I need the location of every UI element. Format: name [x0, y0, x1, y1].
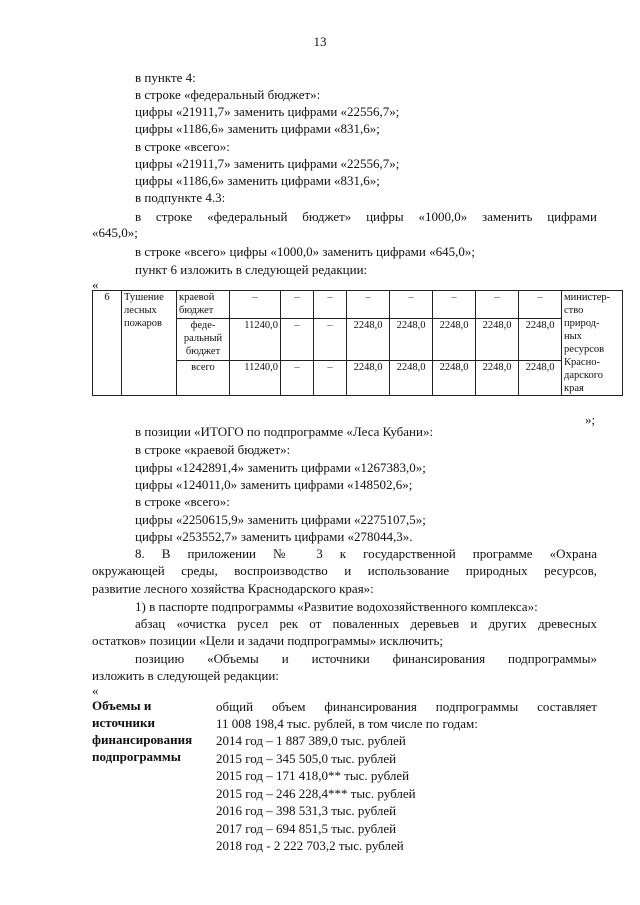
text-line: 8. В приложении № 3 к государственной программе «Охрана — [135, 546, 597, 561]
text-line: цифры «1186,6» заменить цифрами «831,6»; — [135, 173, 380, 188]
executor-line: Красно- — [564, 357, 600, 368]
text-line: цифры «21911,7» заменить цифрами «22556,7»; — [135, 104, 400, 119]
cell-number: 6 — [93, 291, 122, 396]
text-line: изложить в следующей редакции: — [92, 668, 279, 683]
financing-line: 2015 год – 246 228,4*** тыс. рублей — [216, 786, 416, 801]
text-line: 1) в паспорте подпрограммы «Развитие водохозяйственного комплекса»: — [135, 599, 538, 614]
cell-value: – — [390, 291, 433, 319]
financing-line: 2017 год – 694 851,5 тыс. рублей — [216, 821, 397, 836]
cell-value: – — [519, 291, 562, 319]
label-line: источники — [92, 715, 155, 730]
executor-line: ных — [564, 331, 582, 342]
financing-line: 2016 год – 398 531,3 тыс. рублей — [216, 803, 397, 818]
source-line: ральный — [183, 333, 223, 345]
executor-line: ство — [564, 305, 584, 316]
cell-value: 2248,0 — [476, 361, 519, 396]
cell-value: 11240,0 — [230, 361, 281, 396]
cell-value: – — [314, 319, 347, 361]
cell-value: – — [281, 361, 314, 396]
text-line: цифры «1186,6» заменить цифрами «831,6»; — [135, 121, 380, 136]
cell-value: – — [347, 291, 390, 319]
close-quote: »; — [585, 412, 596, 427]
text-line: позицию «Объемы и источники финансирования подпрограммы» — [135, 651, 597, 666]
name-line: Тушение — [124, 292, 164, 303]
executor-line: ресурсов — [564, 344, 605, 355]
open-quote: « — [92, 277, 99, 292]
text-line: в позиции «ИТОГО по подпрограмме «Леса Кубани»: — [135, 424, 434, 439]
text-line: абзац «очистка русел рек от поваленных деревьев и других древесных — [135, 616, 597, 631]
executor-line: природ- — [564, 318, 600, 329]
cell-source — [177, 361, 230, 396]
cell-value: – — [314, 291, 347, 319]
text-line: в строке «всего» цифры «1000,0» заменить цифрами «645,0»; — [135, 244, 475, 259]
text-line: цифры «1242891,4» заменить цифрами «1267383,0»; — [135, 460, 426, 475]
text-line: пункт 6 изложить в следующей редакции: — [135, 262, 368, 277]
cell-value: 2248,0 — [433, 361, 476, 396]
text-line: «645,0»; — [92, 225, 138, 240]
financing-line: 2018 год - 2 222 703,2 тыс. рублей — [216, 838, 404, 853]
open-quote: « — [92, 683, 99, 698]
cell-source — [177, 319, 230, 361]
cell-value: 2248,0 — [347, 361, 390, 396]
cell-value: – — [433, 291, 476, 319]
cell-value: – — [281, 291, 314, 319]
source-line: бюджет — [185, 346, 221, 358]
text-line: в строке «всего»: — [135, 139, 230, 154]
text-line: в строке «всего»: — [135, 494, 230, 509]
item-6-table — [92, 290, 623, 396]
financing-line: общий объем финансирования подпрограммы составляет — [216, 699, 597, 714]
text-line: окружающей среды, воспроизводство и использование природных ресурсов, — [92, 563, 597, 578]
financing-line: 11 008 198,4 тыс. рублей, в том числе по годам: — [216, 716, 478, 731]
label-line: финансирования — [92, 732, 193, 747]
text-line: в строке «федеральный бюджет»: — [135, 87, 321, 102]
text-line: цифры «253552,7» заменить цифрами «278044,3». — [135, 529, 413, 544]
source-line: всего — [191, 362, 215, 373]
cell-value: 2248,0 — [390, 319, 433, 361]
table-row — [93, 291, 623, 319]
cell-value: 2248,0 — [476, 319, 519, 361]
text-line: цифры «124011,0» заменить цифрами «148502,6»; — [135, 477, 413, 492]
name-line: пожаров — [124, 318, 162, 329]
financing-label — [92, 697, 192, 765]
name-line: лесных — [124, 305, 157, 316]
text-line: цифры «2250615,9» заменить цифрами «2275107,5»; — [135, 512, 426, 527]
source-line: бюджет — [179, 305, 214, 316]
executor-line: дарского — [564, 370, 604, 381]
text-line: остатков» позиции «Цели и задачи подпрограммы» исключить; — [92, 633, 443, 648]
text-line: цифры «21911,7» заменить цифрами «22556,7»; — [135, 156, 400, 171]
cell-value: 11240,0 — [230, 319, 281, 361]
executor-line: министер- — [564, 292, 611, 303]
cell-value: 2248,0 — [433, 319, 476, 361]
cell-value: 2248,0 — [519, 361, 562, 396]
financing-line: 2015 год – 171 418,0** тыс. рублей — [216, 768, 410, 783]
label-line: подпрограммы — [92, 749, 181, 764]
text-line: в пункте 4: — [135, 70, 196, 85]
executor-line: края — [564, 383, 584, 394]
financing-line: 2014 год – 1 887 389,0 тыс. рублей — [216, 733, 406, 748]
cell-name — [122, 291, 177, 396]
cell-value: – — [476, 291, 519, 319]
cell-value: 2248,0 — [347, 319, 390, 361]
text-line: в строке «краевой бюджет»: — [135, 442, 291, 457]
cell-value: 2248,0 — [519, 319, 562, 361]
text-line: в подпункте 4.3: — [135, 190, 226, 205]
financing-line: 2015 год – 345 505,0 тыс. рублей — [216, 751, 397, 766]
cell-executor — [562, 291, 623, 396]
cell-value: – — [281, 319, 314, 361]
cell-value: – — [230, 291, 281, 319]
source-line: краевой — [179, 292, 215, 303]
cell-value: – — [314, 361, 347, 396]
text-line: развитие лесного хозяйства Краснодарского края»: — [92, 581, 374, 596]
cell-value: 2248,0 — [390, 361, 433, 396]
text-line: в строке «федеральный бюджет» цифры «1000,0» заменить цифрами — [135, 209, 597, 224]
source-line: феде- — [190, 320, 216, 332]
cell-source — [177, 291, 230, 319]
page-number: 13 — [313, 34, 327, 49]
label-line: Объемы и — [92, 698, 152, 713]
